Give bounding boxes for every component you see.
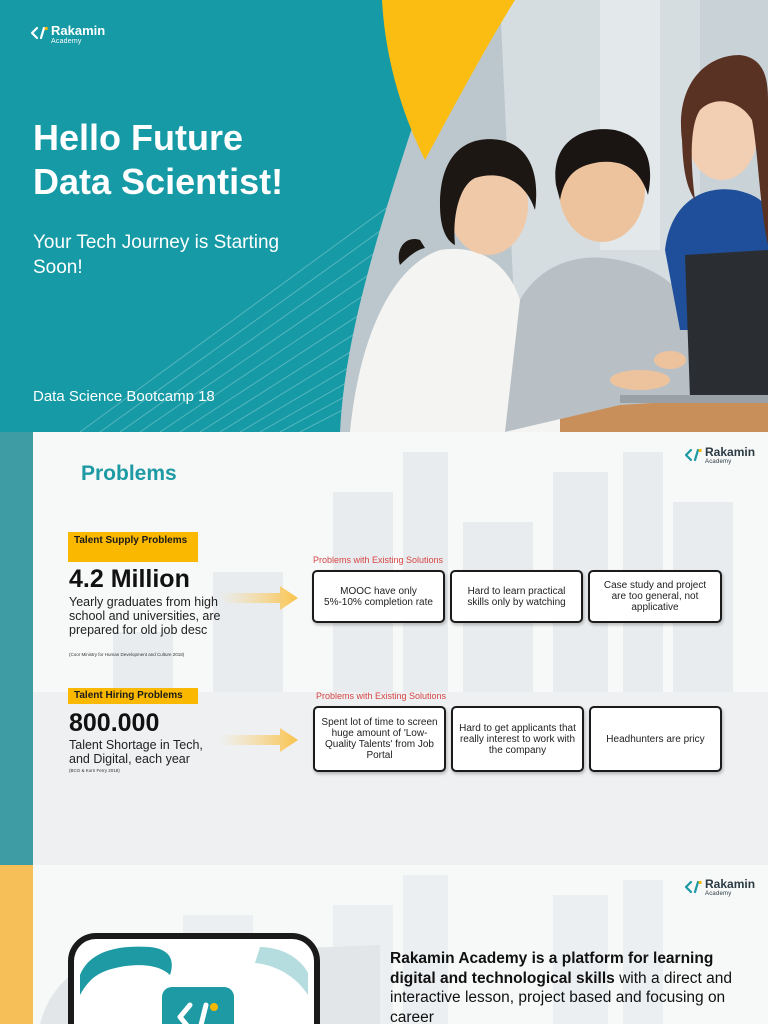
supply-description: Yearly graduates from high school and universities, are prepared for old job desc [69, 595, 221, 637]
supply-number: 4.2 Million [69, 565, 190, 593]
logo-name: Rakamin [705, 445, 756, 459]
arrow-right-icon [220, 585, 298, 611]
problem-box: Headhunters are pricy [589, 706, 722, 772]
cover-subtitle-line2: Soon! [33, 257, 83, 278]
logo-subtitle: Academy [51, 38, 82, 45]
logo-name: Rakamin [705, 877, 756, 891]
cover-title [33, 116, 373, 204]
platform-slide [0, 865, 768, 1024]
problem-box: Spent lot of time to screen huge amount of 'Low-Quality Talents' from Job Portal [313, 706, 446, 772]
cover-title-line1: Hello Future [33, 117, 244, 158]
talent-supply-tag: Talent Supply Problems [68, 532, 198, 562]
cover-subtitle-line1: Your Tech Journey is Starting [33, 232, 280, 253]
platform-description-regular: with a direct and interactive lesson, project based and focusing on career [390, 969, 732, 1024]
rakamin-logo-icon [684, 880, 702, 894]
cover-title-line2: Data Scientist! [33, 161, 284, 202]
hiring-number: 800.000 [69, 709, 160, 737]
supply-source: (Coor Ministry for Human Development and Culture 2018) [69, 652, 185, 657]
phone-mockup [0, 865, 380, 1024]
logo-subtitle: Academy [705, 459, 732, 465]
rakamin-logo-icon [684, 448, 702, 462]
rakamin-logo [30, 24, 105, 45]
city-skyline-background [33, 432, 768, 865]
logo-name: Rakamin [51, 23, 106, 38]
hiring-description: Talent Shortage in Tech, and Digital, each year [69, 738, 203, 766]
platform-description [390, 949, 740, 1024]
problems-slide [0, 432, 768, 865]
problem-box: Hard to get applicants that really interest to work with the company [451, 706, 584, 772]
cover-subtitle [33, 230, 363, 280]
cover-slide [0, 0, 768, 432]
problem-box: Hard to learn practical skills only by watching [450, 570, 583, 623]
problem-box: Case study and project are too general, not applicative [588, 570, 722, 623]
hiring-source: (BCG & Korn Ferry 2018) [69, 768, 120, 773]
arrow-right-icon [220, 727, 298, 753]
logo-subtitle: Academy [705, 891, 732, 897]
problem-box: MOOC have only 5%-10% completion rate [312, 570, 445, 623]
platform-description-bold: Rakamin Academy is a platform for learning digital and technological skills [390, 950, 714, 987]
problems-label: Problems with Existing Solutions [316, 691, 447, 701]
side-accent-bar [0, 432, 33, 865]
rakamin-logo [684, 878, 755, 897]
rakamin-logo-icon [30, 26, 48, 40]
students-photo [0, 0, 768, 432]
bootcamp-label: Data Science Bootcamp 18 [33, 388, 215, 405]
problems-label: Problems with Existing Solutions [313, 555, 444, 565]
problems-title: Problems [81, 462, 177, 485]
talent-hiring-tag: Talent Hiring Problems [68, 688, 198, 704]
rakamin-logo [684, 446, 755, 465]
